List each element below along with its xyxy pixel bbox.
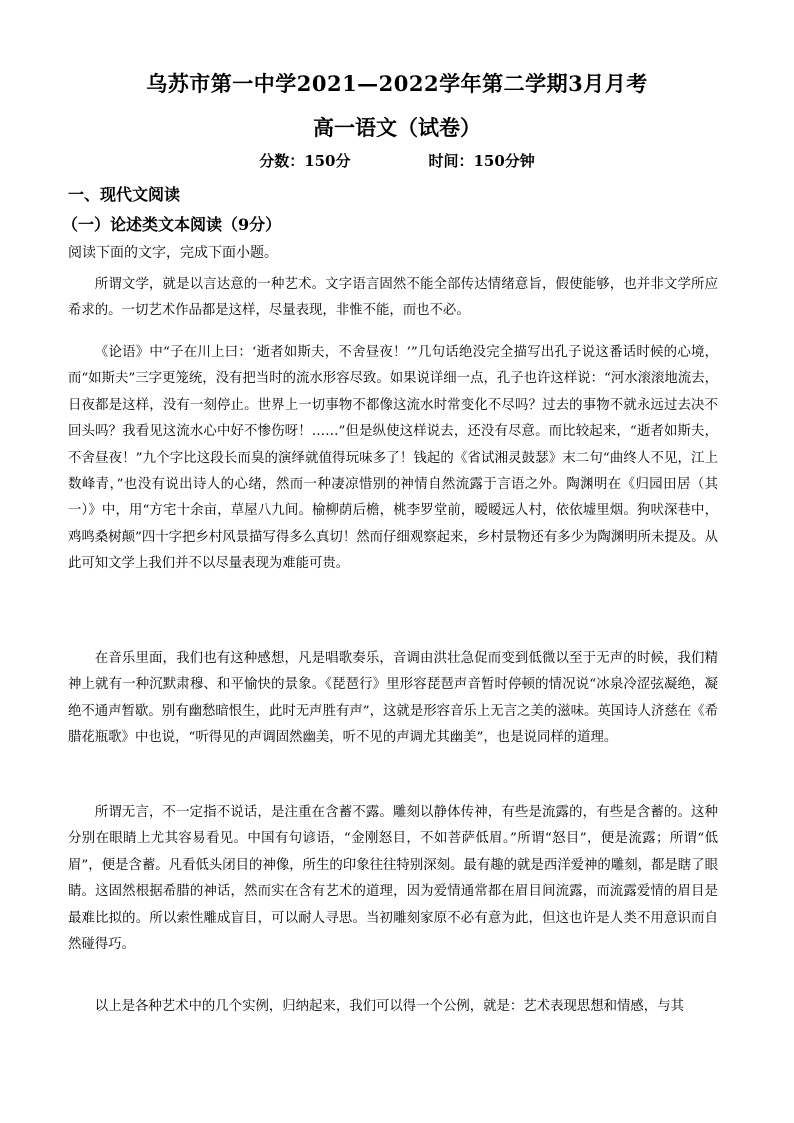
section-subheading: （一）论述类文本阅读（9分） [62, 215, 282, 234]
paragraph-4: 所谓无言，不一定指不说话，是注重在含蓄不露。雕刻以静体传神，有些是流露的，有些是含蓄的。这种分别在眼睛上尤其容易看见。中国有句谚语，“金刚怒目，不如菩萨低眉。”所谓“怒目”，便是流露；所谓“低眉”，便是含蓄。凡看低头闭目的神像，所生的印象往往特别深刻。最有趣的就是西洋爱神的雕刻，都是瞎了眼睛。这固然根据希腊的神话，然而实在含有艺术的道理，因为爱情通常都在眉目间流露，而流露爱情的眉目是最难比拟的。所以索性雕成盲目，可以耐人寻思。当初雕刻家原不必有意为此，但这也许是人类不用意识而自然碰得巧。 [68, 805, 718, 953]
section-instruction: 阅读下面的文字，完成下面小题。 [68, 245, 278, 261]
paragraph-2: 《论语》中“子在川上曰：‘逝者如斯夫，不舍昼夜！’”几句话绝没完全描写出孔子说这番话时候的心境，而“如斯夫”三字更笼统，没有把当时的流水形容尽致。如果说详细一点，孔子也许这样说：“河水滚滚地流去，日夜都是这样，没有一刻停止。世界上一切事物不都像这流水时常变化不尽吗？过去的事物不就永远过去决不回头吗？我看见这流水心中好不惨伤呀！……”但是纵使这样说去，还没有尽意。而比较起来，“逝者如斯夫，不舍昼夜！”九个字比这段长而臭的演绎就值得玩味多了！钱起的《省试湘灵鼓瑟》末二句“曲终人不见，江上数峰青，”也没有说出诗人的心绪，然而一种凄凉惜别的神情自然流露于言语之外。陶渊明在《归园田居（其一）》中，用“方宅十余亩，草屋八九间。榆柳荫后檐，桃李罗堂前，暧暧远人村，依依墟里烟。狗吠深巷中，鸡鸣桑树颠”四十字把乡村风景描写得多么真切！然而仔细观察起来，乡村景物还有多少为陶渊明所未提及。从此可知文学上我们并不以尽量表现为难能可贵。 [68, 345, 718, 572]
paragraph-3: 在音乐里面，我们也有这种感想，凡是唱歌奏乐，音调由洪壮急促而变到低微以至于无声的时候，我们精神上就有一种沉默肃穆、和平愉快的景象。《琵琶行》里形容琵琶声音暂时停顿的情况说“冰泉冷涩弦凝绝，凝绝不通声暂歇。别有幽愁暗恨生，此时无声胜有声”，这就是形容音乐上无言之美的滋味。英国诗人济慈在《希腊花瓶歌》中也说，“听得见的声调固然幽美，听不见的声调尤其幽美”，也是说同样的道理。 [68, 651, 718, 746]
exam-subtitle: 高一语文（试卷） [313, 115, 481, 140]
exam-title: 乌苏市第一中学2021—2022学年第二学期3月月考 [146, 71, 648, 96]
time-label: 时间：150分钟 [428, 152, 535, 170]
section-heading: 一、现代文阅读 [68, 185, 181, 204]
paragraph-1: 所谓文学，就是以言达意的一种艺术。文字语言固然不能全部传达情绪意旨，假使能够，也并非文学所应希求的。一切艺术作品都是这样，尽量表现，非惟不能，而也不必。 [68, 277, 718, 319]
exam-meta [0, 150, 794, 171]
score-label: 分数：150分 [259, 152, 351, 170]
paragraph-5: 以上是各种艺术中的几个实例，归纳起来，我们可以得一个公例，就是：艺术表现思想和情感，与其 [94, 999, 684, 1014]
